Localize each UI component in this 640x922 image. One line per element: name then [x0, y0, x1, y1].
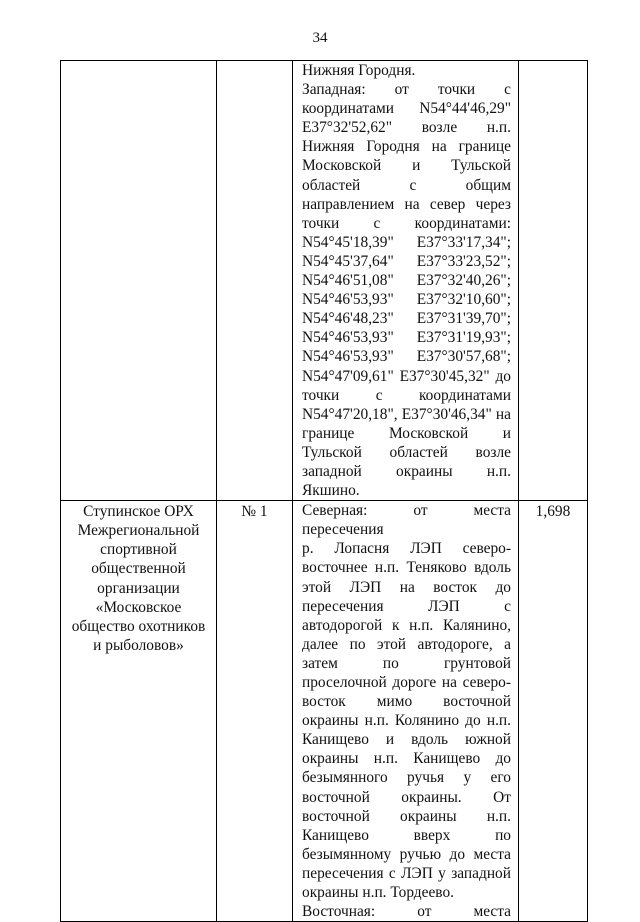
description-line: направлением на север через — [302, 195, 511, 213]
area-number: № 1 — [241, 503, 268, 521]
description-line: областей с общим — [302, 176, 511, 194]
area-value-cell — [519, 61, 588, 501]
boundary-description-cell — [293, 61, 519, 501]
number-cell — [217, 61, 293, 501]
description-line: N54°46'51,08" E37°32'40,26"; — [302, 272, 511, 290]
boundary-description — [293, 501, 518, 921]
description-line: проселочной дороге на северо- — [302, 674, 511, 691]
page-number: 34 — [312, 30, 328, 46]
table-row — [61, 501, 588, 922]
description-line: пересечения ЛЭП с — [302, 597, 511, 615]
description-line: восточнее н.п. Теняково вдоль — [302, 559, 511, 577]
description-line: окраины н.п. Тордеево. — [302, 884, 455, 902]
description-line: восточной окраины. От — [302, 788, 511, 806]
description-line: этой ЛЭП на восток до — [302, 578, 511, 596]
description-line: Канищево и вдоль южной — [302, 731, 511, 749]
description-line: N54°45'18,39" E37°33'17,34"; — [302, 233, 511, 251]
boundary-description — [293, 61, 518, 500]
area-number — [217, 61, 292, 62]
description-line: Нижняя Городня на границе — [302, 138, 511, 156]
description-line: Якшино. — [302, 482, 360, 500]
description-line: Восточная: от места — [302, 903, 511, 921]
organization-name — [61, 501, 216, 655]
description-line: координатами N54°44'46,29" — [302, 100, 511, 118]
table-row — [61, 61, 588, 501]
organization-line: Межрегиональной — [77, 522, 200, 540]
description-line: окраины н.п. Канищево до — [302, 750, 511, 768]
description-line: пересечения с ЛЭП у западной — [302, 864, 511, 882]
area-value — [519, 61, 587, 62]
description-line: автодорогой к н.п. Калянино, — [302, 616, 511, 634]
description-line: Северная: от места пересечения — [302, 502, 511, 539]
description-line: далее по этой автодороге, а — [302, 635, 511, 653]
area-value: 1,698 — [535, 503, 571, 521]
hunting-grounds-table — [60, 60, 588, 922]
description-line: N54°47'09,61" E37°30'45,32" до — [302, 367, 511, 385]
description-line: границе Московской и — [302, 424, 511, 442]
description-line: Канищево вверх по — [302, 826, 511, 844]
description-line: Западная: от точки с — [302, 81, 511, 99]
description-line: затем по грунтовой — [302, 654, 511, 672]
organization-line: общество охотников — [71, 617, 206, 635]
description-line: безымянного ручья у его — [302, 769, 511, 787]
description-line: N54°46'48,23" E37°31'39,70"; — [302, 310, 511, 328]
description-line: N54°46'53,93" E37°32'10,60"; — [302, 291, 511, 309]
area-value-cell — [519, 501, 588, 922]
organization-cell — [61, 501, 217, 922]
description-line: N54°46'53,93" E37°31'19,93"; — [302, 329, 511, 347]
description-line: N54°46'53,93" E37°30'57,68"; — [302, 348, 511, 366]
description-line: окраины н.п. Колянино до н.п. — [302, 712, 511, 730]
organization-line: Ступинское ОРХ — [83, 503, 194, 521]
description-line: Московской и Тульской — [302, 157, 511, 175]
organization-line: «Московское — [95, 598, 182, 616]
description-line: точки с координатами: — [302, 214, 511, 232]
description-line: восточной окраины н.п. — [302, 807, 511, 825]
description-line: N54°47'20,18", E37°30'46,34" на — [302, 405, 511, 423]
organization-line: спортивной — [100, 541, 177, 559]
table-body — [61, 61, 588, 922]
description-line: точки с координатами — [302, 386, 511, 404]
number-cell — [217, 501, 293, 922]
description-line: восток мимо восточной — [302, 693, 511, 711]
description-line: E37°32'52,62" возле н.п. — [302, 119, 511, 137]
description-line: р. Лопасня ЛЭП северо- — [302, 540, 511, 558]
organization-name — [61, 61, 216, 62]
description-line: N54°45'37,64" E37°33'23,52"; — [302, 252, 511, 270]
organization-line: организации — [97, 579, 180, 597]
organization-cell — [61, 61, 217, 501]
description-line: западной окраины н.п. — [302, 462, 511, 480]
organization-line: общественной — [91, 560, 186, 578]
description-line: Тульской областей возле — [302, 443, 511, 461]
organization-line: и рыболовов» — [93, 636, 184, 654]
boundary-description-cell — [293, 501, 519, 922]
description-line: безымянному ручью до места — [302, 845, 511, 863]
description-line: Нижняя Городня. — [302, 62, 416, 79]
